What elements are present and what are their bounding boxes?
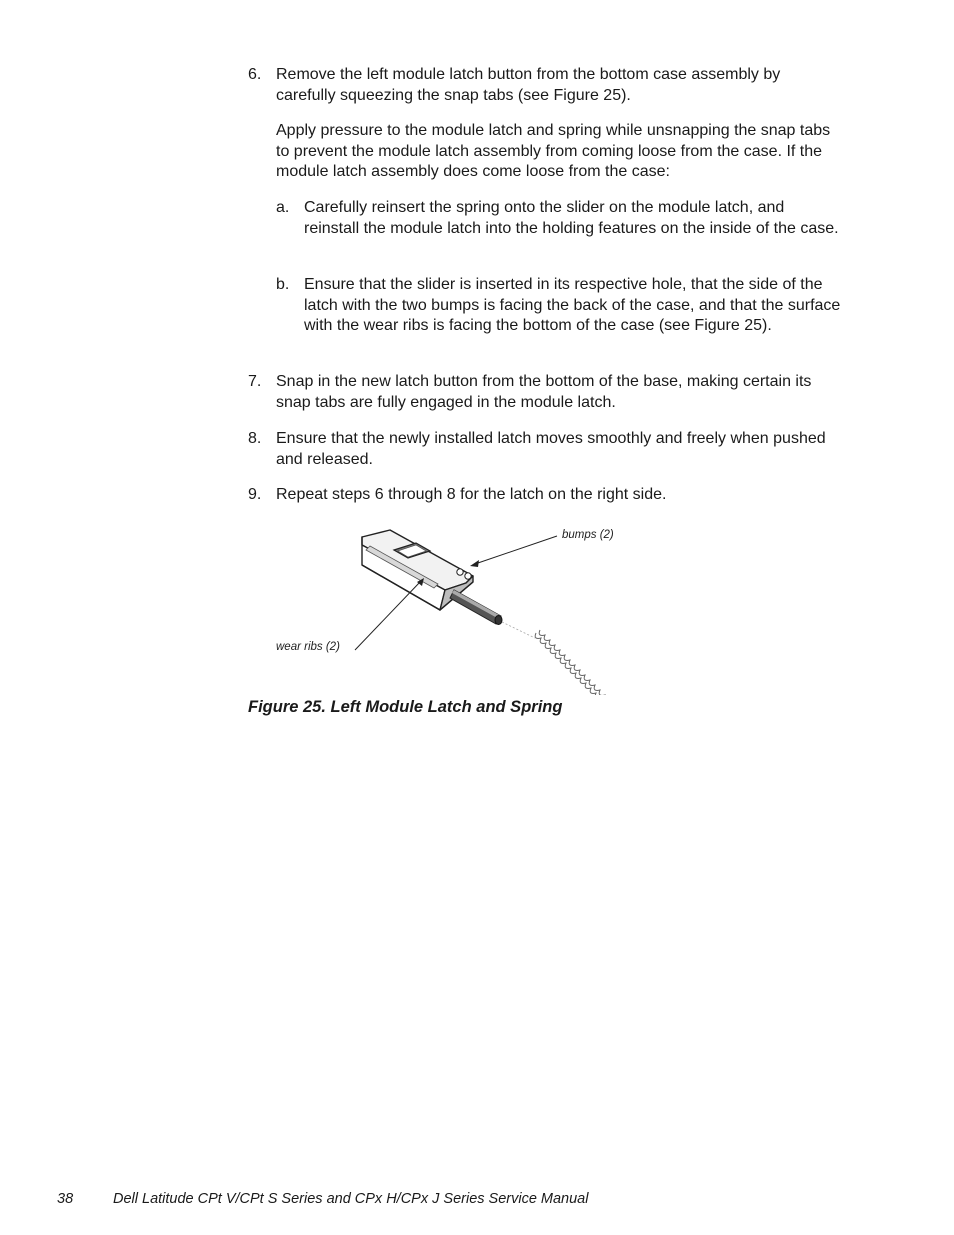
substep-text: Carefully reinsert the spring onto the slider on the module latch, and reinstall the module latch into the holding features on the inside of the case. [304, 199, 839, 237]
slider-rod [450, 590, 502, 625]
substep-letter: a. [276, 199, 290, 216]
callout-bumps: bumps (2) [562, 529, 614, 541]
figure-caption: Figure 25. Left Module Latch and Spring [248, 698, 563, 716]
bump-icon [457, 569, 463, 575]
spring-icon [535, 630, 610, 695]
step-number: 9. [248, 486, 262, 503]
step-text: Repeat steps 6 through 8 for the latch on the right side. [276, 486, 667, 503]
step-text: Remove the left module latch button from the bottom case assembly by carefully squeezing the snap tabs (see Figure 25). [276, 66, 781, 104]
note-paragraph: Apply pressure to the module latch and spring while unsnapping the snap tabs to prevent the module latch assembly from coming loose from the case. If the module latch assembly does come loose from the case: [276, 122, 831, 181]
page-number: 38 [57, 1191, 74, 1207]
step-number: 7. [248, 373, 262, 390]
step-number: 8. [248, 430, 262, 447]
substep-letter: b. [276, 276, 290, 293]
latch-spring-figure [270, 520, 650, 695]
callout-wear-ribs: wear ribs (2) [276, 641, 340, 653]
footer-title: Dell Latitude CPt V/CPt S Series and CPx H/CPx J Series Service Manual [113, 1191, 589, 1207]
substep-text: Ensure that the slider is inserted in its respective hole, that the side of the latch with the two bumps is facing the back of the case, and that the surface with the wear ribs is facing the bottom of the case (see Figure 25). [304, 276, 841, 335]
step-number: 6. [248, 66, 262, 83]
step-text: Ensure that the newly installed latch moves smoothly and freely when pushed and released. [276, 430, 826, 468]
latch-spring-illustration [270, 520, 650, 695]
bump-icon [465, 573, 471, 579]
step-text: Snap in the new latch button from the bottom of the base, making certain its snap tabs are fully engaged in the module latch. [276, 373, 812, 411]
